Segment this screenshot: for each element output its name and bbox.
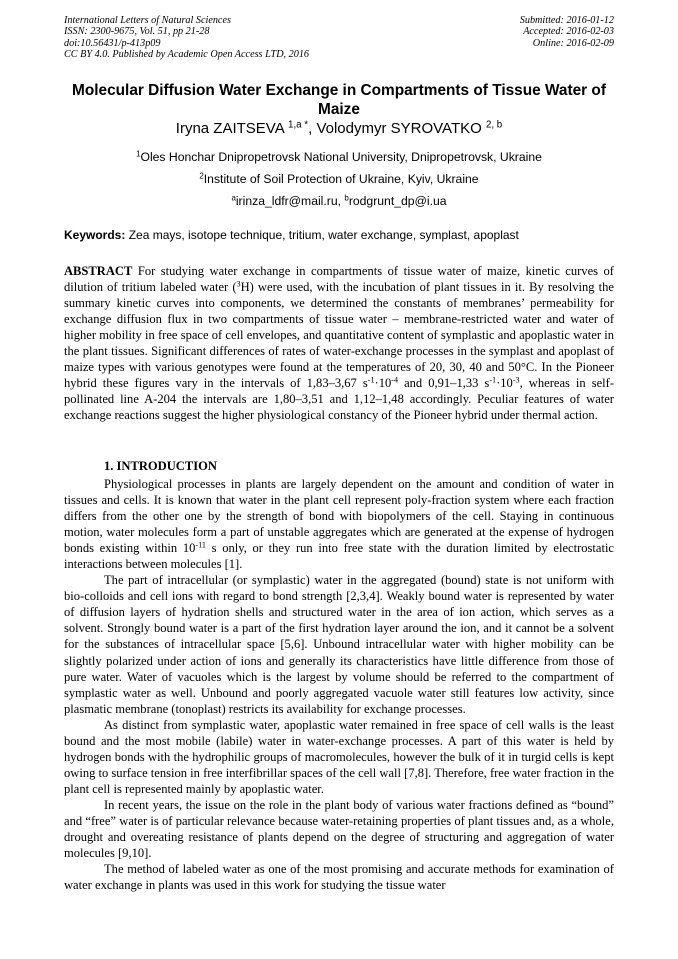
email-1-marker: a (231, 193, 236, 203)
email-separator: , (337, 194, 345, 208)
journal-license: CC BY 4.0. Published by Academic Open Access LTD, 2016 (64, 49, 310, 61)
online-date: Online: 2016-02-09 (532, 37, 614, 49)
journal-issn: ISSN: 2300-9675, Vol. 51, pp 21-28 (64, 26, 210, 38)
author-emails (60, 194, 618, 208)
author-1-affiliation-marker: 1,a * (288, 119, 309, 131)
keywords-label: Keywords: (64, 228, 126, 242)
affiliation-2 (60, 172, 618, 186)
intro-paragraph-4: In recent years, the issue on the role in the plant body of various water fractions defined as “bound” and “free” water is of particular relevance because water-retaining properties of plant tissues and, as a whole, drought and overeating resistance of plants depend on the degree of structuring and aggregation of water molecules [9,10]. (64, 797, 614, 861)
abstract-sup-4: -1 (489, 375, 497, 385)
journal-doi[interactable]: doi:10.56431/p-413p09 (64, 37, 161, 49)
abstract-text-3: ·10 (374, 376, 392, 391)
intro-paragraph-1 (64, 476, 614, 572)
email-2-marker: b (344, 193, 349, 203)
affiliation-2-text: Institute of Soil Protection of Ukraine, Kyiv, Ukraine (203, 172, 479, 186)
affiliation-1 (60, 150, 618, 164)
email-1[interactable]: irinza_ldfr@mail.ru (235, 194, 338, 208)
intro-paragraph-5: The method of labeled water as one of the most promising and accurate methods for examination of water exchange in plants was used in this work for studying the tissue water (64, 862, 614, 893)
abstract-sup-5: -3 (512, 375, 520, 385)
intro-p1-text-b: s only, or they run into free state with the duration limited by electrostatic interactions between molecules [1]. (64, 541, 615, 572)
abstract-paragraph (64, 263, 614, 423)
abstract-text-6: , whereas in self-pollinated line A-204 the intervals are 1,80–3,51 and 1,12–1,48 accordingly. Peculiar features of water exchange reactions suggest the higher physiological constancy of the Pioneer hybrid under thermal action. (64, 376, 615, 423)
submitted-date: Submitted: 2016-01-12 (519, 15, 614, 26)
abstract-text-1: For studying water exchange in compartments of tissue water of maize, kinetic curves of dilution of tritium labeled water ( (64, 264, 614, 295)
abstract-text-4: and 0,91–1,33 s (398, 376, 490, 391)
journal-header-right (520, 15, 614, 49)
intro-paragraph-3: As distinct from symplastic water, apoplastic water remained in free space of cell walls is the least bound and the most mobile (labile) water in water-exchange processes. A part of this water is held by hydrogen bonds with the hydrophilic groups of macromolecules, however the bulk of it in turgid cells is kept owing to surface tension in free interfibrillar spaces of the cell wall [7,8]. Therefore, free water fraction in the plant cell is represented mainly by apoplastic water. (64, 717, 614, 796)
affiliation-2-number: 2 (199, 171, 204, 181)
email-2[interactable]: rodgrunt_dp@i.ua (348, 194, 447, 208)
abstract-sup-3: -4 (391, 375, 399, 385)
journal-header-left (64, 15, 309, 61)
affiliation-1-text: Oles Honchar Dnipropetrovsk National University, Dnipropetrovsk, Ukraine (140, 150, 542, 164)
keywords-text: Zea mays, isotope technique, tritium, water exchange, symplast, apoplast (125, 228, 519, 242)
author-separator: , (308, 120, 317, 137)
paper-title: Molecular Diffusion Water Exchange in Compartments of Tissue Water of Maize (72, 82, 606, 118)
abstract-text-2: H) were used, with the incubation of plant tissues in it. By resolving the summary kinetic curves into components, we determined the constants of membranes’ permeability for exchange diffusion flux in two compartments of tissue water – membrane-restricted water and water of higher mobility in free space of cell envelopes, and quantitative content of symplastic and apoplastic water in the plant tissues. Significant differences of rates of water-exchange processes in the symplast and apoplast of maize types with various genotypes were found at the temperatures of 20, 30, 40 and 50°C. In the Pioneer hybrid these figures vary in the intervals of 1,83–3,67 s (64, 280, 614, 391)
author-line (60, 120, 618, 138)
keywords-line (64, 228, 614, 242)
accepted-date: Accepted: 2016-02-03 (523, 26, 614, 38)
affiliation-1-number: 1 (136, 149, 141, 159)
abstract-sup-1: 3 (236, 279, 241, 289)
section-heading-introduction: 1. INTRODUCTION (104, 459, 217, 473)
intro-p1-sup: -11 (195, 540, 206, 550)
author-1: Iryna ZAITSEVA (175, 120, 284, 137)
introduction-body (64, 476, 614, 893)
journal-name: International Letters of Natural Sciences (64, 15, 231, 26)
author-2-affiliation-marker: 2, b (485, 119, 503, 131)
author-2: Volodymyr SYROVATKO (316, 120, 482, 137)
intro-p1-text-a: Physiological processes in plants are largely dependent on the amount and condition of water in tissues and cells. It is known that water in the plant cell represent poly-fraction system where each fraction differs from the other one by the strength of bond with biopolymers of the cell. Staying in continuous motion, water molecules form a part of unstable aggregates which are generated at the expense of hydrogen bonds existing within 10 (64, 477, 614, 556)
abstract-sup-2: -1 (367, 375, 375, 385)
intro-paragraph-2: The part of intracellular (or symplastic) water in the aggregated (bound) state is not uniform with bio-colloids and cell ions with regard to bond strength [2,3,4]. Weakly bound water is represented by water of diffusion layers of hydration shells and structured water in the area of ion action, which serves as a solvent. Strongly bound water is a part of the first hydration layer around the ion, and it cannot be a solvent for the substances of intracellular space [5,6]. Unbound intracellular water with higher mobility can be slightly polarized under action of ions and generally its characteristics have little difference from those of pure water. Water of vacuoles which is the largest by volume should be referred to the compartment of symplastic water as well. Unbound and poorly aggregated vacuole water still features low activity, since plasmatic membrane (tonoplast) restricts its availability for exchange processes. (64, 573, 614, 716)
abstract-label: ABSTRACT (64, 264, 133, 278)
abstract-text-5: ·10 (496, 376, 513, 391)
